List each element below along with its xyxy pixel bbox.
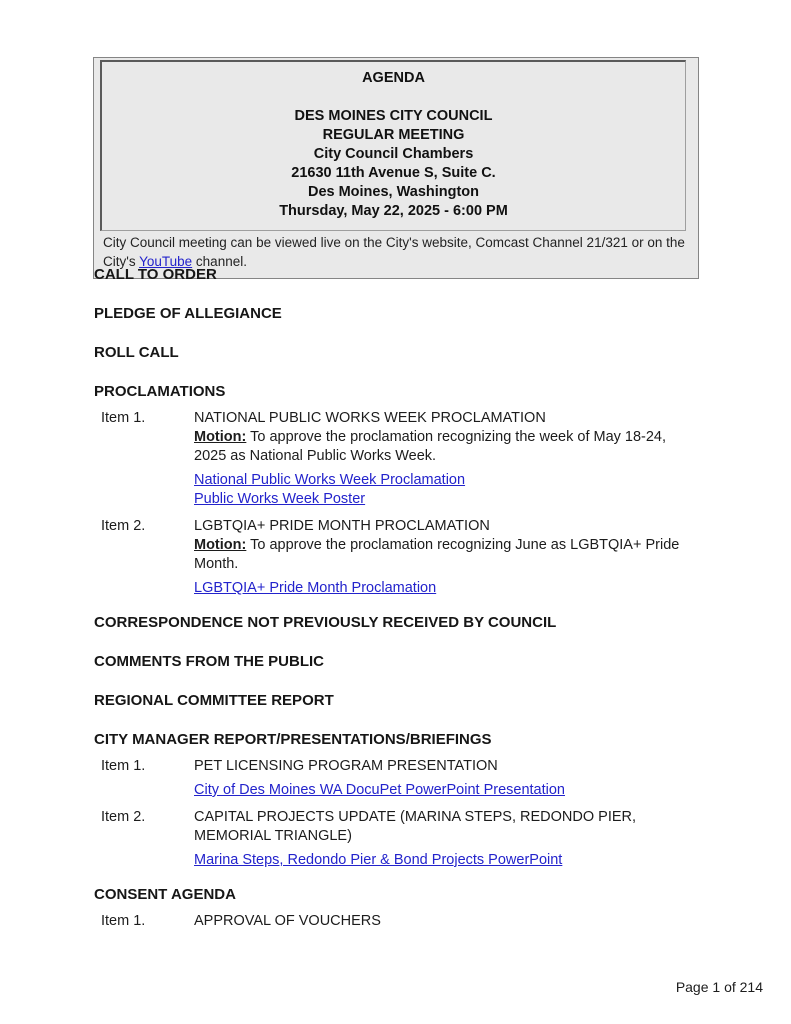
item-motion [194, 536, 699, 574]
motion-label: Motion: [194, 429, 247, 445]
header-line-city: Des Moines, Washington [307, 184, 480, 200]
header-line-address: 21630 11th Avenue S, Suite C. [291, 165, 496, 181]
item-label: Item 1. [101, 758, 146, 774]
youtube-link[interactable]: YouTube [139, 253, 193, 269]
link-national-public-works-week-proclamation[interactable]: National Public Works Week Proclamation [194, 472, 466, 488]
section-call-to-order: CALL TO ORDER [94, 266, 217, 283]
item-title: APPROVAL OF VOUCHERS [194, 913, 381, 929]
agenda-body [94, 265, 706, 931]
page-number: Page 1 of 214 [675, 979, 763, 995]
meeting-header-inner [100, 60, 686, 231]
link-public-works-week-poster[interactable]: Public Works Week Poster [194, 491, 366, 507]
item-body [194, 757, 699, 800]
header-line-datetime: Thursday, May 22, 2025 - 6:00 PM [279, 203, 508, 219]
item-links [194, 781, 699, 800]
section-roll-call: ROLL CALL [94, 344, 179, 361]
section-correspondence: CORRESPONDENCE NOT PREVIOUSLY RECEIVED BY COUNCIL [94, 614, 557, 631]
agenda-item [94, 808, 706, 870]
item-label: Item 2. [101, 518, 146, 534]
agenda-title: AGENDA [362, 70, 425, 86]
link-lgbtqia-pride-month-proclamation[interactable]: LGBTQIA+ Pride Month Proclamation [194, 580, 437, 596]
item-motion [194, 428, 699, 466]
header-line-council: DES MOINES CITY COUNCIL [294, 108, 493, 124]
header-line-location: City Council Chambers [313, 146, 474, 162]
item-body [194, 517, 699, 598]
agenda-item [94, 757, 706, 800]
item-title: CAPITAL PROJECTS UPDATE (MARINA STEPS, REDONDO PIER, MEMORIAL TRIANGLE) [194, 809, 637, 844]
item-label: Item 1. [101, 410, 146, 426]
agenda-item [94, 409, 706, 509]
item-title: LGBTQIA+ PRIDE MONTH PROCLAMATION [194, 518, 490, 534]
item-body [194, 808, 699, 870]
motion-text: To approve the proclamation recognizing the week of May 18-24, 2025 as National Public Works Week. [194, 429, 667, 464]
header-line-meeting-type: REGULAR MEETING [322, 127, 465, 143]
item-title: NATIONAL PUBLIC WORKS WEEK PROCLAMATION [194, 410, 546, 426]
consent-agenda-items [94, 912, 706, 931]
section-regional-committee-report: REGIONAL COMMITTEE REPORT [94, 692, 334, 709]
meeting-header-box [93, 57, 699, 279]
link-marina-steps-redondo-pier-powerpoint[interactable]: Marina Steps, Redondo Pier & Bond Projects PowerPoint [194, 852, 563, 868]
section-city-manager-report: CITY MANAGER REPORT/PRESENTATIONS/BRIEFINGS [94, 731, 492, 748]
section-pledge-of-allegiance: PLEDGE OF ALLEGIANCE [94, 305, 282, 322]
agenda-item [94, 517, 706, 598]
section-comments-from-public: COMMENTS FROM THE PUBLIC [94, 653, 324, 670]
item-title: PET LICENSING PROGRAM PRESENTATION [194, 758, 498, 774]
motion-text: To approve the proclamation recognizing June as LGBTQIA+ Pride Month. [194, 537, 680, 572]
section-consent-agenda: CONSENT AGENDA [94, 886, 236, 903]
item-links [194, 471, 699, 509]
motion-label: Motion: [194, 537, 247, 553]
proclamations-items [94, 409, 706, 598]
item-links [194, 851, 699, 870]
item-label: Item 1. [101, 913, 146, 929]
spacer-line [106, 88, 681, 107]
section-proclamations: PROCLAMATIONS [94, 383, 226, 400]
viewing-note-before: City Council meeting can be viewed live on the City's website, Comcast Channel 21/321 or on the City's [103, 235, 685, 269]
link-docupet-powerpoint-presentation[interactable]: City of Des Moines WA DocuPet PowerPoint Presentation [194, 782, 565, 798]
item-body [194, 912, 699, 931]
city-manager-items [94, 757, 706, 870]
item-label: Item 2. [101, 809, 146, 825]
agenda-item [94, 912, 706, 931]
item-links [194, 579, 699, 598]
viewing-note-after: channel. [195, 253, 247, 269]
item-body [194, 409, 699, 509]
